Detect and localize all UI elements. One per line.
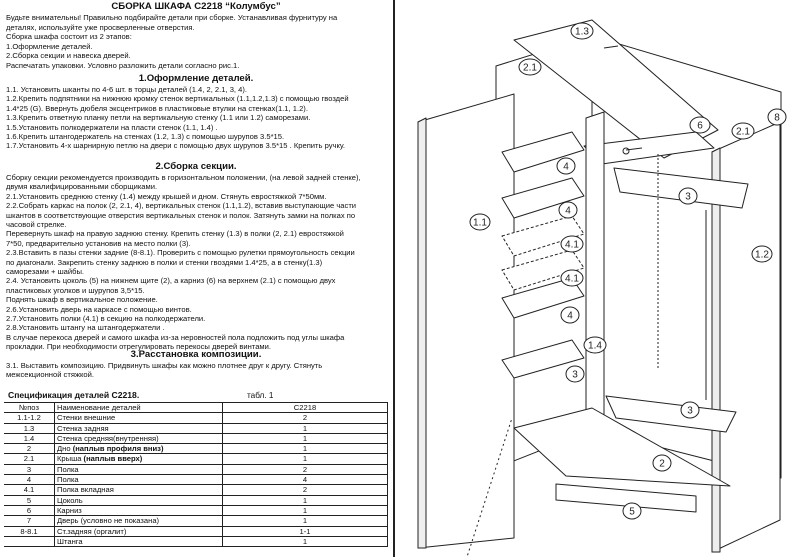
spec-name-text: Дверь (условно не показана): [57, 516, 160, 526]
outer-wall-1-1: [418, 94, 514, 548]
section2-lines-line: шкантов в соответствующие отверстия вертикальных стенок и полок. Затянуть замки на полках по: [6, 210, 356, 220]
spec-name-text: Стенки внешние: [57, 413, 116, 423]
spec-pos-cell: 8-8.1: [4, 526, 55, 536]
section2-lines-line: двумя квалифицированными сборщиками.: [6, 182, 158, 192]
document-title: СБОРКА ШКАФА С2218 “Колумбус”: [111, 1, 281, 12]
spec-name-cell: [55, 413, 223, 423]
spec-header-name: Наименование деталей: [55, 403, 223, 413]
section2-lines-line: 2.3.Вставить в пазы стенки задние (8-8.1). Проверить с помощью рулетки прямоугольность секции: [6, 248, 355, 258]
label-4-a: [557, 158, 575, 174]
table-row: [4, 495, 388, 505]
label-2: [653, 455, 671, 471]
spec-name-text: Цоколь: [57, 495, 83, 505]
svg-text:4: 4: [565, 205, 571, 217]
svg-text:1.3: 1.3: [575, 26, 589, 38]
spec-name-text: Полка вкладная: [57, 485, 114, 495]
spec-name-cell: [55, 433, 223, 443]
section2-lines-line: часовой стрелке.: [6, 220, 67, 229]
label-3-b: [566, 366, 584, 382]
spec-name-cell: [55, 464, 223, 474]
spec-pos-cell: 1.1-1.2: [4, 413, 55, 423]
svg-text:2: 2: [659, 458, 665, 470]
intro-line: деталях, используйте уже просверленные отверстия.: [6, 22, 195, 32]
label-3-a: [679, 188, 697, 204]
label-2-1-right: [732, 123, 754, 139]
label-4-b: [559, 202, 577, 218]
wardrobe-exploded-diagram: [396, 0, 800, 557]
spec-qty-cell: 2: [223, 464, 388, 474]
spec-qty-cell: 1: [223, 423, 388, 433]
spec-name-text: Полка: [57, 475, 79, 485]
section1-lines-line: 1.5.Установить полкодержатели на пласти стенок (1.1, 1.4) .: [6, 122, 218, 132]
table-row: [4, 485, 388, 495]
table-row: [4, 433, 388, 443]
spec-name-text: Стенка задняя: [57, 423, 109, 433]
svg-text:8: 8: [774, 112, 780, 124]
spec-header-row: [4, 403, 388, 413]
spec-qty-cell: 1: [223, 516, 388, 526]
spec-qty-cell: 1-1: [223, 526, 388, 536]
label-8: [768, 109, 786, 125]
section2-lines-line: прокладки. При необходимости отрегулировать перекосы дверей винтами.: [6, 342, 272, 352]
intro-line: 1.Оформление деталей.: [6, 41, 93, 51]
svg-text:3: 3: [572, 369, 578, 381]
section2-lines-line: саморезами + шайбы.: [6, 267, 85, 276]
svg-text:2.1: 2.1: [736, 126, 750, 138]
spec-name-text: Полка: [57, 464, 79, 474]
spec-pos-cell: 1.3: [4, 423, 55, 433]
section1-lines-line: 1.3.Крепить ответную планку петли на вертикальную стенку (1.1 или 1.2) саморезами.: [6, 113, 311, 123]
section2-lines-line: Перевернуть шкаф на правую заднюю стенку. Крепить стенку (1.3) в полки (2, 2.1) евростяжкой: [6, 229, 344, 239]
spec-qty-cell: 2: [223, 485, 388, 495]
section2-title: 2.Сборка секции.: [155, 161, 237, 172]
svg-text:4: 4: [567, 310, 573, 322]
section2-lines-line: 2.8.Установить штангу на штангодержатели .: [6, 323, 165, 333]
spec-name-note: (наплыв вверх): [83, 454, 143, 464]
spec-qty-cell: 1: [223, 536, 388, 546]
spec-pos-cell: 4.1: [4, 485, 55, 495]
spec-pos-cell: 4: [4, 475, 55, 485]
spec-name-text: Ст.задняя (оргалит): [57, 526, 127, 536]
svg-text:5: 5: [629, 506, 635, 518]
spec-name-text: Штанга: [57, 536, 83, 546]
spec-name-cell: [55, 444, 223, 454]
spec-qty-cell: 1: [223, 433, 388, 443]
section3-title: 3.Расстановка композиции.: [130, 349, 262, 360]
svg-text:4: 4: [563, 161, 569, 173]
label-2-1-top: [519, 59, 541, 75]
section2-lines-line: Поднять шкаф в вертикальное положение.: [6, 295, 158, 305]
svg-text:1.1: 1.1: [473, 217, 487, 229]
section2-lines-line: В случае перекоса дверей и самого шкафа из-за неровностей пола подложить под углы шкафа: [6, 332, 345, 342]
svg-text:3: 3: [685, 191, 691, 203]
spec-name-text: Карниз: [57, 505, 82, 515]
spec-name-cell: [55, 495, 223, 505]
spec-name-text: Дно: [57, 444, 71, 454]
table-row: [4, 454, 388, 464]
page-divider: [393, 0, 395, 557]
spec-pos-cell: 6: [4, 505, 55, 515]
section1-lines-line: 1.1. Установить шканты по 4-6 шт. в торцы деталей (1.4, 2, 2.1, 3, 4).: [6, 85, 248, 94]
section1-lines-line: 1.2.Крепить подпятники на нижнюю кромку стенок вертикальных (1.1,1.2,1.3) с помощью гвоздей: [6, 94, 349, 104]
section2-lines-line: 2.7.Установить полки (4.1) в секцию на полкодержатели.: [6, 314, 206, 323]
spec-header-qty: С2218: [223, 403, 388, 413]
section2-lines-line: 2.2.Собрать каркас на полок (2, 2.1, 4), вертикальных стенок (1.1,1.2), вставив выступающие части: [6, 201, 357, 211]
section2-lines-line: 2.1.Установить среднюю стенку (1.4) между крышей и дном. Стянуть евростяжкой 7*50мм.: [6, 191, 327, 201]
spec-name-cell: [55, 485, 223, 495]
table-row: [4, 475, 388, 485]
spec-name-cell: [55, 526, 223, 536]
spec-pos-cell: 1.4: [4, 433, 55, 443]
table-row: [4, 516, 388, 526]
label-5: [623, 503, 641, 519]
section2-lines-line: 2.6.Установить дверь на каркасе с помощью винтов.: [6, 304, 192, 314]
spec-qty-cell: 1: [223, 454, 388, 464]
section1-title: 1.Оформление деталей.: [138, 73, 254, 84]
spec-name-cell: [55, 536, 223, 546]
spec-pos-cell: 2.1: [4, 454, 55, 464]
table-row: [4, 444, 388, 454]
spec-pos-cell: 2: [4, 444, 55, 454]
spec-pos-cell: [4, 536, 55, 546]
label-6: [690, 117, 710, 133]
section3-lines-line: 3.1. Выставить композицию. Придвинуть шкафы как можно плотнее друг к другу. Стянуть: [6, 361, 323, 370]
svg-text:2.1: 2.1: [523, 62, 537, 74]
label-1-3: [571, 23, 593, 39]
spec-qty-cell: 2: [223, 413, 388, 423]
spec-name-cell: [55, 423, 223, 433]
svg-text:6: 6: [697, 120, 703, 132]
label-1-4: [584, 337, 606, 353]
label-1-1: [470, 214, 490, 230]
section2-lines-line: по диагонали. Закрепить стенку заднюю в полки и стенки гвоздями 1.4*25, а в стенку(1.3): [6, 257, 323, 267]
spec-header-pos: №поз: [4, 403, 55, 413]
section1-lines-line: 1.4*25 (G). Ввернуть дюбеля эксцентриков в пластиковые втулки на стенках(1.1, 1.2).: [6, 103, 308, 113]
spec-name-text: Крыша: [57, 454, 82, 464]
svg-text:3: 3: [687, 405, 693, 417]
middle-wall-1-4: [586, 112, 604, 442]
section2-lines-line: Сборку секции рекомендуется производить в горизонтальном положении, (на левой задней стенке),: [6, 173, 361, 182]
label-4-c: [561, 307, 579, 323]
spec-qty-cell: 1: [223, 444, 388, 454]
spec-name-cell: [55, 454, 223, 464]
intro-line: Будьте внимательны! Правильно подбирайте детали при сборке. Устанавливая фурнитуру на: [6, 13, 338, 22]
svg-text:4.1: 4.1: [565, 273, 579, 285]
spec-table: [4, 402, 388, 547]
section1-lines-line: 1.7.Установить 4-х шарнирную петлю на двери с помощью двух шурупов 3.5*15 . Крепить ручку.: [6, 141, 346, 151]
spec-qty-cell: 1: [223, 505, 388, 515]
label-3-c: [681, 402, 699, 418]
section2-lines-line: 2.4. Установить цоколь (5) на нижнем щите (2), а карниз (6) на верхнем (2.1) с помощью двух: [6, 276, 336, 286]
table-row: [4, 526, 388, 536]
spec-qty-cell: 1: [223, 495, 388, 505]
spec-pos-cell: 7: [4, 516, 55, 526]
section2-lines-line: 7*50, предварительно установив на место полки (3).: [6, 238, 191, 248]
spec-name-note: (наплыв профиля вниз): [72, 444, 164, 454]
spec-pos-cell: 5: [4, 495, 55, 505]
spec-pos-cell: 3: [4, 464, 55, 474]
assembly-instructions: [0, 0, 392, 557]
svg-text:1.2: 1.2: [755, 249, 769, 261]
assembly-drawing: [396, 0, 800, 557]
table-row: [4, 423, 388, 433]
spec-name-text: Стенка средняя(внутренняя): [57, 433, 159, 443]
section2-lines-line: пластиковых уголков и шурупов 3,5*15.: [6, 285, 145, 295]
table-row: [4, 464, 388, 474]
svg-text:1.4: 1.4: [588, 340, 602, 352]
intro-line: Сборка шкафа состоит из 2 этапов:: [6, 32, 132, 41]
table-row: [4, 413, 388, 423]
spec-qty-cell: 4: [223, 475, 388, 485]
table-row: [4, 505, 388, 515]
section1-lines-line: 1.6.Крепить штангодержатель на стенках (1.2, 1.3) с помощью шурупов 3.5*15.: [6, 132, 285, 141]
intro-line: 2.Сборка секции и навеска дверей.: [6, 51, 131, 60]
section3-lines-line: межсекционной стяжкой.: [6, 370, 95, 380]
table-row: [4, 536, 388, 546]
intro-line: Распечатать упаковки. Условно разложить детали согласно рис.1.: [6, 60, 240, 70]
label-4-1-a: [561, 236, 583, 252]
spec-title: Спецификация деталей С2218.: [8, 390, 140, 400]
spec-name-cell: [55, 475, 223, 485]
svg-text:4.1: 4.1: [565, 239, 579, 251]
label-4-1-b: [561, 270, 583, 286]
label-1-2: [752, 246, 772, 262]
spec-table-label: табл. 1: [247, 391, 274, 400]
spec-name-cell: [55, 516, 223, 526]
spec-name-cell: [55, 505, 223, 515]
